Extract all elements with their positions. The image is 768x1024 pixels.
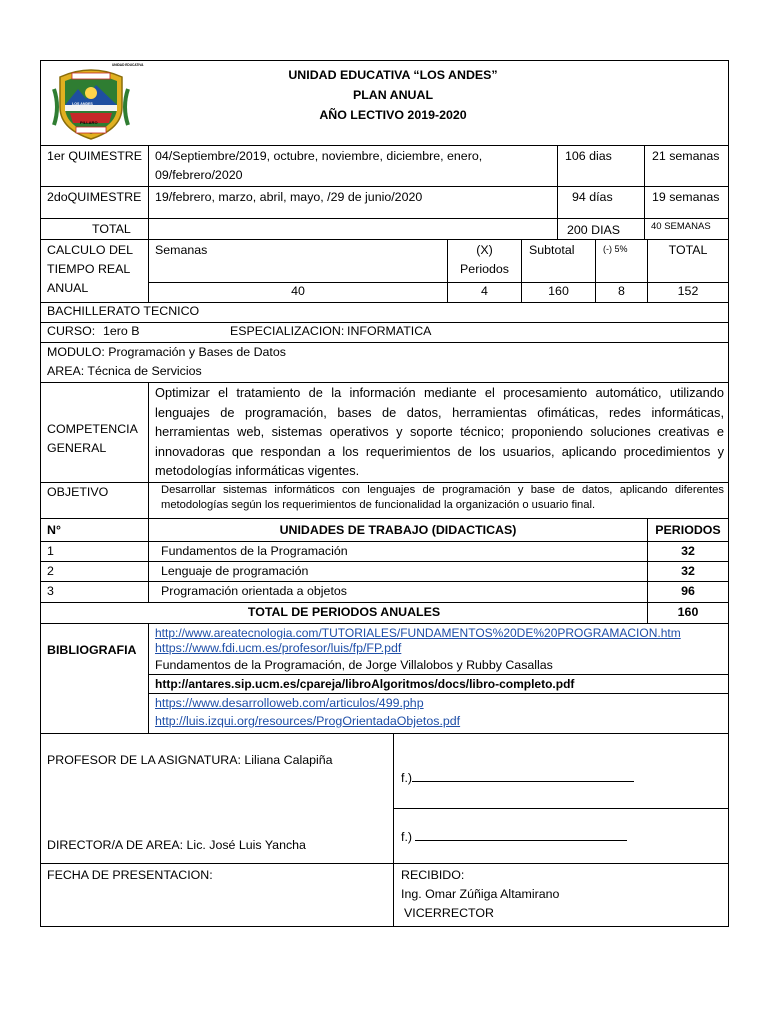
calc-header-weeks: Semanas bbox=[155, 243, 208, 257]
units-total-label: TOTAL DE PERIODOS ANUALES bbox=[247, 605, 441, 619]
bibliografia-link-5[interactable]: http://luis.izqui.org/resources/ProgOrientadaObjetos.pdf bbox=[155, 714, 461, 728]
period-2-weeks: 19 semanas bbox=[652, 190, 720, 204]
unit-number: 1 bbox=[47, 544, 54, 558]
calc-value-subtotal: 160 bbox=[548, 284, 569, 298]
bibliografia-link-2[interactable]: https://www.fdi.ucm.es/profesor/luis/fp/FP.pdf bbox=[155, 641, 402, 655]
logo-band-text: LOS ANDES bbox=[72, 102, 93, 106]
period-1-weeks: 21 semanas bbox=[652, 149, 720, 163]
signature-line bbox=[415, 828, 627, 841]
calc-label: CALCULO DEL TIEMPO REAL ANUAL bbox=[47, 243, 133, 295]
recibido-role: VICERRECTOR bbox=[404, 906, 494, 920]
calc-header-x: (X) bbox=[476, 243, 493, 257]
competencia-text: Optimizar el tratamiento de la información mediante el procesamiento automático, utilizando lenguajes de programación, bases de datos, herramientas ofimáticas, redes informáticas, herramientas web, sistemas operativos y soporte técnico; proponiendo soluciones creativas e innovadoras que respondan a los requerimientos de los usuarios, aplicando procedimientos y metodologías informáticas vigentes. bbox=[155, 385, 724, 478]
signature-prefix: f.) bbox=[401, 830, 413, 844]
calc-value-weeks: 40 bbox=[291, 284, 305, 298]
calc-header-percent: (-) 5% bbox=[603, 244, 628, 254]
calc-header-periods: Periodos bbox=[460, 262, 509, 276]
total-label: TOTAL bbox=[92, 222, 131, 236]
total-days: 200 DIAS bbox=[567, 223, 621, 237]
total-weeks: 40 SEMANAS bbox=[651, 221, 711, 232]
unit-periods: 32 bbox=[681, 564, 695, 578]
profesor-signature-field[interactable] bbox=[401, 769, 634, 788]
bibliografia-book: Fundamentos de la Programación, de Jorge Villalobos y Rubby Casallas bbox=[155, 658, 553, 672]
plan-title: PLAN ANUAL bbox=[352, 88, 434, 102]
period-1-days: 106 dias bbox=[565, 149, 612, 163]
period-2-months: 19/febrero, marzo, abril, mayo, /29 de junio/2020 bbox=[155, 190, 423, 204]
unit-title: Programación orientada a objetos bbox=[161, 584, 347, 598]
curso-label: CURSO: bbox=[47, 324, 96, 338]
units-header-title: UNIDADES DE TRABAJO (DIDACTICAS) bbox=[279, 523, 517, 537]
signature-line bbox=[412, 769, 634, 782]
school-year: AÑO LECTIVO 2019-2020 bbox=[319, 108, 467, 122]
unit-title: Fundamentos de la Programación bbox=[161, 544, 348, 558]
objetivo-text: Desarrollar sistemas informáticos con lenguajes de programación y base de datos, aplicando diferentes metodologías según los requerimientos de funcionalidad la organización o usuario final. bbox=[161, 484, 724, 511]
recibido-name: Ing. Omar Zúñiga Altamirano bbox=[401, 887, 560, 901]
calc-header-subtotal: Subtotal bbox=[529, 243, 575, 257]
period-2-days: 94 días bbox=[572, 190, 613, 204]
period-1-label: 1er QUIMESTRE bbox=[47, 149, 143, 163]
curso-value: 1ero B bbox=[103, 324, 140, 338]
bibliografia-link-4[interactable]: https://www.desarrolloweb.com/articulos/499.php bbox=[155, 696, 424, 710]
units-header-number: N° bbox=[47, 523, 61, 537]
fecha-presentacion-label: FECHA DE PRESENTACION: bbox=[47, 868, 213, 882]
unit-number: 3 bbox=[47, 584, 54, 598]
bibliografia-label: BIBLIOGRAFIA bbox=[47, 643, 137, 657]
modulo-label: MODULO: Programación y Bases de Datos bbox=[47, 345, 286, 359]
logo-bottom-text: PILLARO bbox=[80, 120, 98, 125]
calc-value-x: 4 bbox=[481, 284, 488, 298]
unit-periods: 96 bbox=[681, 584, 695, 598]
unit-periods: 32 bbox=[681, 544, 695, 558]
unit-title: Lenguaje de programación bbox=[161, 564, 309, 578]
calc-value-total: 152 bbox=[677, 284, 699, 298]
competencia-label: COMPETENCIA GENERAL bbox=[47, 422, 138, 455]
especializacion-label: ESPECIALIZACION: bbox=[230, 324, 345, 338]
signature-prefix: f.) bbox=[401, 771, 413, 785]
bibliografia-link-1[interactable]: http://www.areatecnologia.com/TUTORIALES/FUNDAMENTOS%20DE%20PROGRAMACION.htm bbox=[155, 626, 681, 640]
calc-header-total: TOTAL bbox=[668, 243, 708, 257]
bachillerato-label: BACHILLERATO TECNICO bbox=[47, 304, 200, 318]
area-label: AREA: Técnica de Servicios bbox=[47, 364, 202, 378]
units-total-value: 160 bbox=[677, 605, 699, 619]
objetivo-label: OBJETIVO bbox=[47, 485, 109, 499]
director-signature-field[interactable] bbox=[401, 828, 627, 847]
period-2-label: 2doQUIMESTRE bbox=[47, 190, 142, 204]
director-signature-label: DIRECTOR/A DE AREA: Lic. José Luis Yancha bbox=[47, 838, 306, 852]
bibliografia-link-3: http://antares.sip.ucm.es/cpareja/libroAlgoritmos/docs/libro-completo.pdf bbox=[155, 677, 575, 691]
recibido-label: RECIBIDO: bbox=[401, 868, 465, 882]
period-1-months: 04/Septiembre/2019, octubre, noviembre, diciembre, enero, 09/febrero/2020 bbox=[155, 149, 483, 182]
units-header-periods: PERIODOS bbox=[655, 523, 721, 537]
school-name: UNIDAD EDUCATIVA “LOS ANDES” bbox=[288, 68, 498, 82]
unit-number: 2 bbox=[47, 564, 54, 578]
especializacion-value: INFORMATICA bbox=[347, 324, 432, 338]
logo-top-text: UNIDAD EDUCATIVA bbox=[112, 63, 144, 67]
calc-value-percent: 8 bbox=[618, 284, 625, 298]
profesor-signature-label: PROFESOR DE LA ASIGNATURA: Liliana Calapiña bbox=[47, 753, 333, 767]
